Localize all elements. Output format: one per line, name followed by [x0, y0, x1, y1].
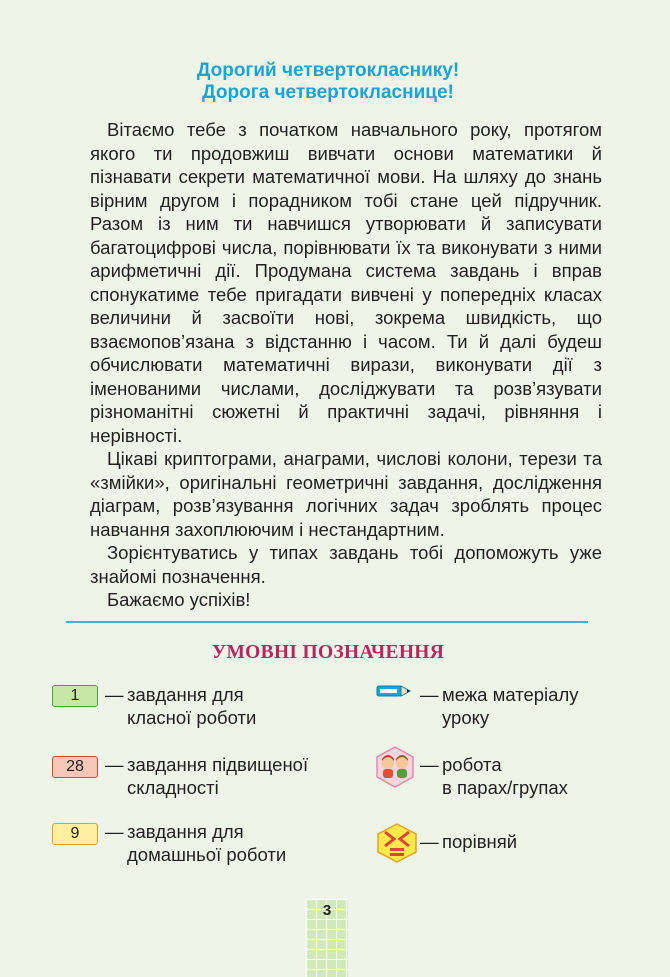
- paragraph: Цікаві криптограми, анаграми, числові колони, терези та «змійки», оригінальні геометричні завдання, дослідження діаграм, розв’язування логічних задач зроблять процес навчання захоплюючим і нестандартним.: [90, 448, 602, 540]
- pair-work-icon: [374, 745, 416, 789]
- legend-dash: —: [420, 684, 439, 705]
- legend-title: УМОВНІ ПОЗНАЧЕННЯ: [211, 642, 445, 663]
- legend-text: порівняй: [442, 831, 518, 852]
- legend-dash: —: [420, 831, 439, 852]
- legend-text: класної роботи: [127, 707, 257, 728]
- pencil-icon: [376, 683, 412, 699]
- legend-dash: —: [420, 754, 439, 775]
- legend-text: завдання для: [127, 684, 244, 705]
- legend-text: робота: [442, 754, 502, 775]
- greeting-line-2: Дорога четвертокласнице!: [202, 82, 454, 103]
- legend-dash: —: [105, 821, 124, 842]
- paragraph: Вітаємо тебе з початком навчального року, протягом якого ти продовжиш вивчати основи математики й пізнавати секрети математичної мови. На шляху до знань вірним другом і порадником тобі стане цей підручник. Разом із ним ти навчишся утворювати й записувати багатоцифрові числа, порівнювати їх та виконувати з ними арифметичні дії. Продумана система завдань і вправ спонукатиме тебе пригадати вивчені у попередніх класах величини й засвоїти нові, зокрема швидкість, що взаємопов’язана з відстанню і часом. Ти й далі будеш обчислювати математичні вирази, виконувати дії з іменованими числами, досліджувати та розв’язувати різноманітні сюжетні й практичні задачі, рівняння і нерівності.: [90, 119, 602, 446]
- legend-dash: —: [105, 684, 124, 705]
- paragraph: Бажаємо успіхів!: [107, 589, 251, 610]
- page-number: 3: [322, 902, 332, 919]
- paragraph: Зорієнтуватись у типах завдань тобі допоможуть уже знайомі позначення.: [90, 542, 602, 587]
- divider: [66, 621, 588, 623]
- homework-badge: 9: [52, 823, 98, 845]
- advanced-task-badge: 28: [52, 756, 98, 778]
- legend-dash: —: [105, 754, 124, 775]
- legend-text: завдання для: [127, 821, 244, 842]
- greeting-line-1: Дорогий четвертокласнику!: [196, 60, 460, 81]
- class-work-badge: 1: [52, 685, 98, 707]
- intro-text: [90, 118, 602, 612]
- legend-text: в парах/групах: [442, 777, 568, 798]
- legend-text: складності: [127, 777, 219, 798]
- greeting: [0, 60, 656, 104]
- compare-icon: [376, 823, 418, 863]
- legend-text: домашньої роботи: [127, 844, 287, 865]
- legend-text: завдання підвищеної: [127, 754, 309, 775]
- legend-text: межа матеріалу: [442, 684, 579, 705]
- legend-text: уроку: [442, 707, 490, 728]
